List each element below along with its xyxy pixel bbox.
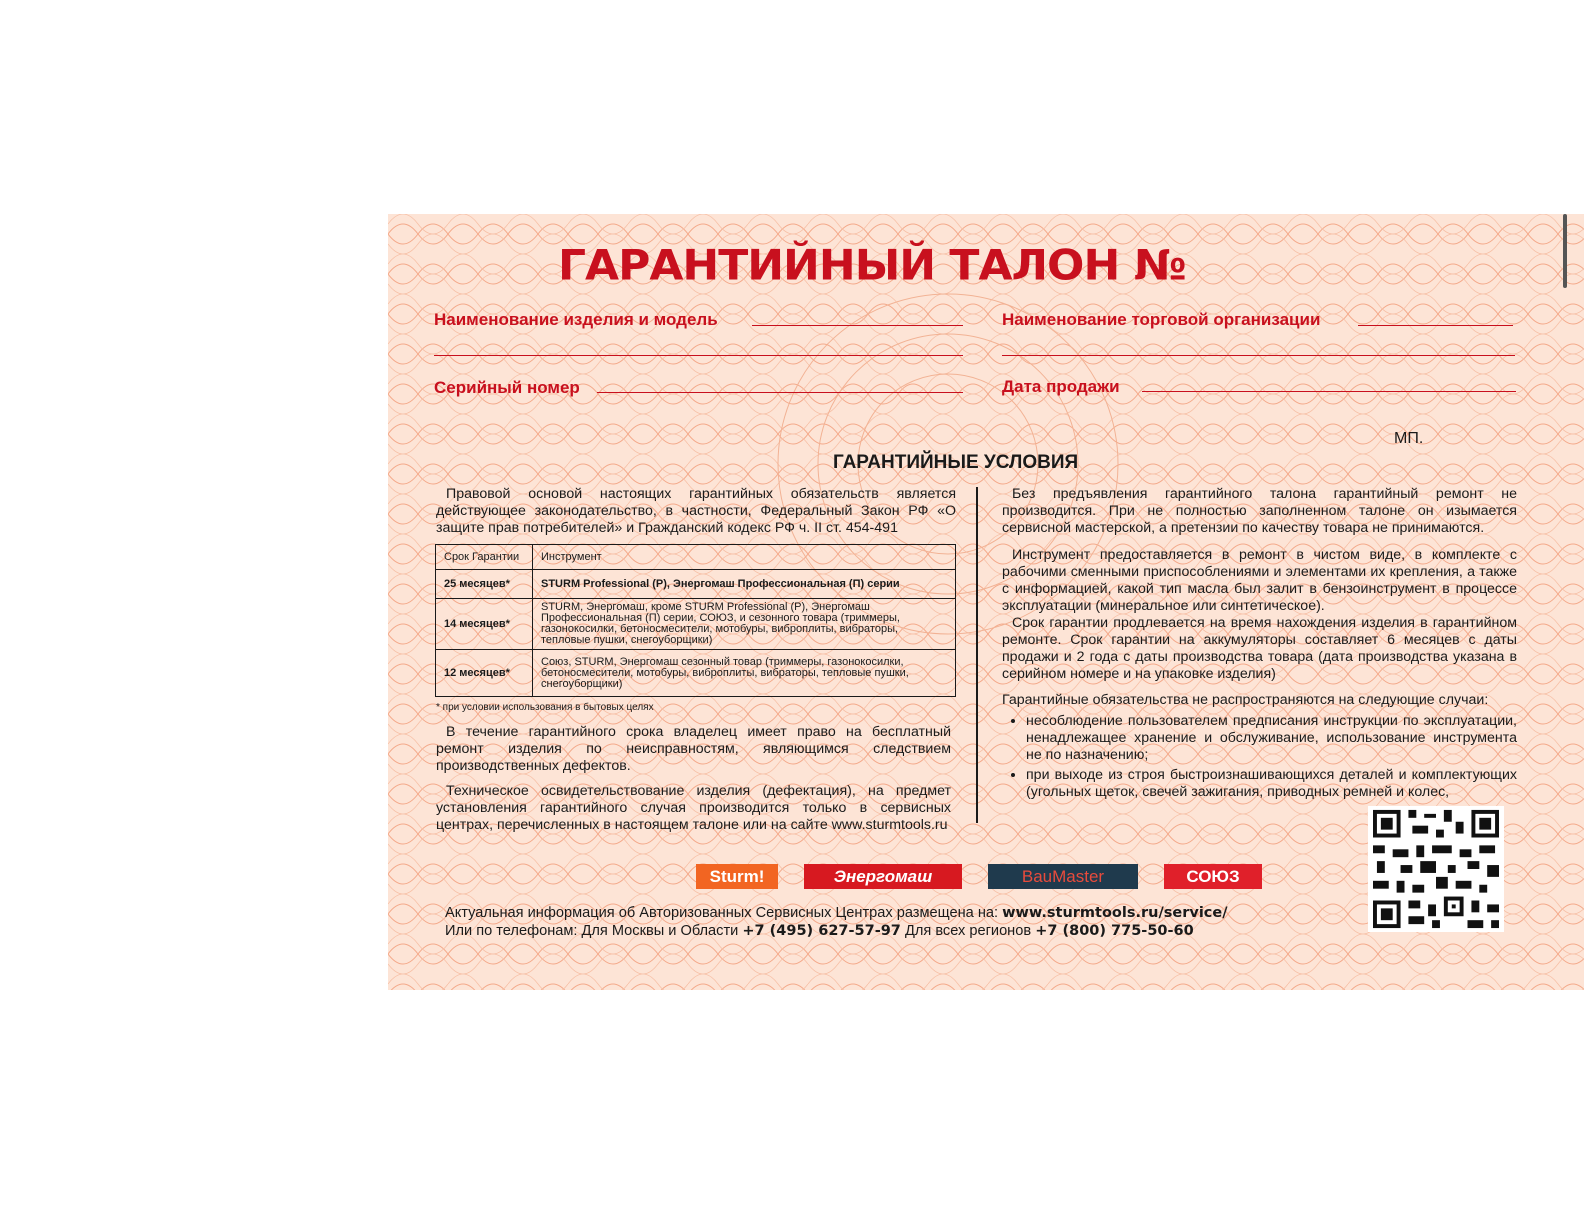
serial-field-line[interactable] [597, 392, 963, 393]
table-cell-tools: STURM, Энергомаш, кроме STURM Professional (P), Энергомаш Профессиональная (П) серии, СОЮЗ, и сезонного товара (триммеры, газонокосилки, бетоносмесители, мотобуры, виброплиты, вибраторы, тепловые пушки, снегоуборщики) [533, 599, 956, 650]
table-footnote: * при условии использования в бытовых целях [436, 702, 654, 713]
service-info-text: Актуальная информация об Авторизованных Сервисных Центрах размещена на: [445, 905, 999, 921]
service-info-line-2 [445, 922, 1228, 940]
sale-date-field-label: Дата продажи [1002, 377, 1120, 396]
right-paragraph-2: Инструмент предоставляется в ремонт в чистом виде, в комплекте с рабочими сменными приспособлениями и элементами их крепления, а также с информацией, какой тип масла был залит в бензоинструмент в процессе эксплуатации (минеральное или синтетическое). [1002, 547, 1517, 614]
qr-code-icon [1368, 806, 1504, 932]
table-cell-tools: STURM Professional (P), Энергомаш Профессиональная (П) серии [533, 570, 956, 599]
left-body [436, 724, 951, 834]
product-field-line[interactable] [752, 325, 963, 326]
table-cell-term: 12 месяцев* [436, 650, 533, 697]
table-header-row [436, 545, 956, 570]
table-cell-tools: Союз, STURM, Энергомаш сезонный товар (триммеры, газонокосилки, бетоносмесители, мотобуры, виброплиты, вибраторы, тепловые пушки, снегоуборщики) [533, 650, 956, 697]
left-paragraph-3: Техническое освидетельствование изделия (дефектация), на предмет установления гарантийного случая производится только в сервисных центрах, перечисленных в настоящем талоне или на сайте www.sturmtools.ru [436, 783, 951, 833]
exclusions-list [1002, 713, 1517, 801]
exclusions-title: Гарантийные обязательства не распространяются на следующие случаи: [1002, 692, 1489, 708]
left-paragraph-2: В течение гарантийного срока владелец имеет право на бесплатный ремонт изделия по неисправностям, являющимся следствием производственных дефектов. [436, 724, 951, 774]
table-header-term: Срок Гарантии [436, 545, 533, 570]
soyuz-logo [1164, 864, 1262, 889]
list-item: • при выходе из строя быстроизнашивающихся деталей и комплектующих (угольных щеток, свечей зажигания, приводных ремней и колес, [1026, 767, 1517, 801]
table-row [436, 599, 956, 650]
table-header-tool: Инструмент [533, 545, 956, 570]
right-paragraph-1: Без предъявления гарантийного талона гарантийный ремонт не производится. При не полностью заполненном талоне он изымается сервисной мастерской, а претензии по качеству товара не принимаются. [1002, 486, 1517, 536]
phone-moscow[interactable]: +7 (495) 627-57-97 [742, 923, 901, 939]
product-field-label: Наименование изделия и модель [434, 310, 718, 329]
intro-text: Правовой основой настоящих гарантийных обязательств является действующее законодательство, в частности, Федеральный Закон РФ «О защите прав потребителей» и Гражданский кодекс РФ ч. II ст. 454-491 [436, 486, 956, 536]
table-cell-term: 14 месяцев* [436, 599, 533, 650]
energomash-logo [804, 864, 962, 889]
baumaster-logo-text: BauMaster [1021, 866, 1105, 886]
section-title: ГАРАНТИЙНЫЕ УСЛОВИЯ [833, 452, 1079, 473]
left-intro [436, 486, 956, 537]
phone-regions-label: Для всех регионов [904, 923, 1032, 939]
stamp-label: МП. [1394, 430, 1424, 447]
table-row [436, 650, 956, 697]
serial-field-label: Серийный номер [434, 378, 580, 397]
scrollbar-thumb[interactable] [1563, 214, 1567, 288]
right-paragraph-3: Срок гарантии продлевается на время нахождения изделия в гарантийном ремонте. Срок гарантии на аккумуляторы составляет 6 месяцев с даты продажи и 2 года с даты производства товара (дата производства указана в серийном номере и на упаковке изделия) [1002, 615, 1517, 682]
table-cell-term: 25 месяцев* [436, 570, 533, 599]
sturm-logo [696, 864, 778, 889]
page-title: ГАРАНТИЙНЫЙ ТАЛОН № [558, 241, 1186, 290]
energomash-logo-text: Энергомаш [833, 866, 933, 886]
organization-field-line[interactable] [1358, 325, 1513, 326]
phone-regions[interactable]: +7 (800) 775-50-60 [1035, 923, 1194, 939]
product-field-line-2[interactable] [434, 355, 963, 356]
phone-moscow-label: Или по телефонам: Для Москвы и Области [445, 923, 739, 939]
list-item: • несоблюдение пользователем предписания инструкции по эксплуатации, ненадлежащее хранение и обслуживание, использование инструмента не по назначению; [1026, 713, 1517, 764]
table-row [436, 570, 956, 599]
column-divider [976, 487, 978, 823]
service-link[interactable]: www.sturmtools.ru/service/ [1002, 905, 1228, 921]
warranty-terms-table [435, 544, 956, 697]
sturm-logo-text: Sturm! [709, 866, 765, 886]
service-info [445, 904, 1228, 940]
organization-field-line-2[interactable] [1002, 355, 1515, 356]
soyuz-logo-text: СОЮЗ [1186, 866, 1240, 886]
baumaster-logo [988, 864, 1138, 889]
right-body [1002, 486, 1517, 804]
service-info-line-1 [445, 904, 1228, 922]
organization-field-label: Наименование торговой организации [1002, 310, 1321, 329]
warranty-card [388, 214, 1584, 990]
sale-date-field-line[interactable] [1142, 391, 1516, 392]
